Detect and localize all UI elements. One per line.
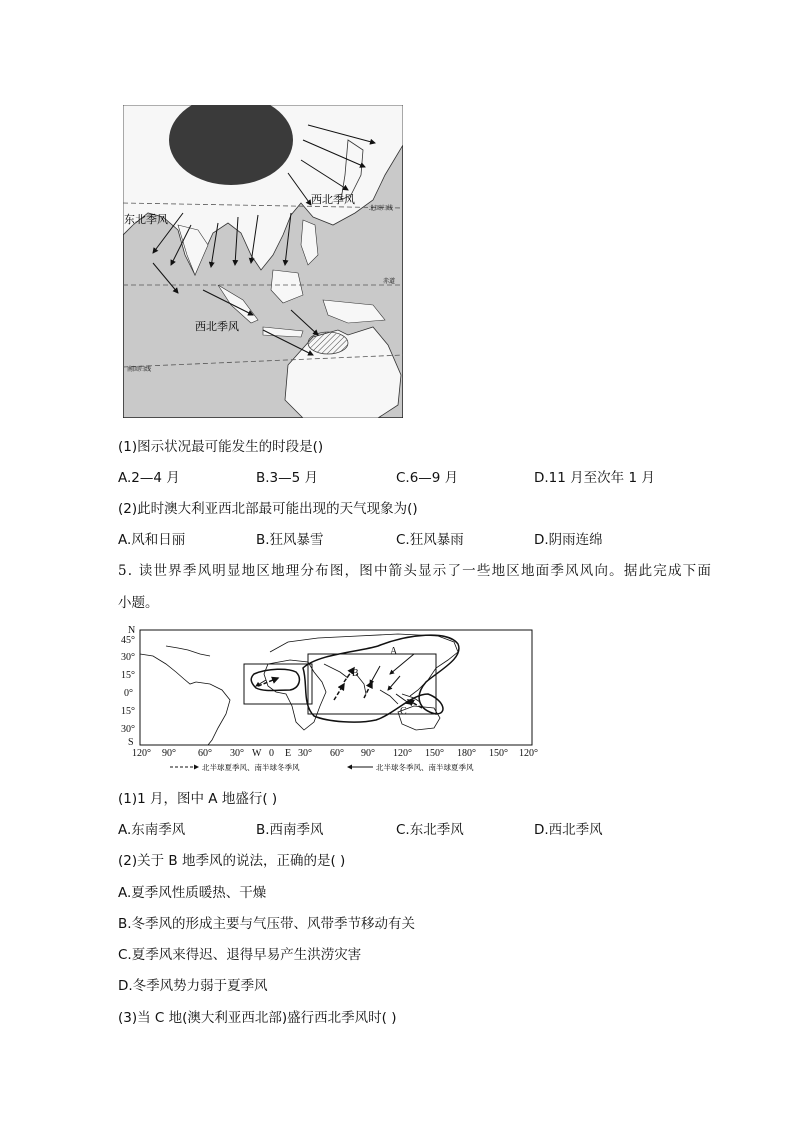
lat-label-15s: 15° [121, 706, 135, 717]
point-c-label: C [400, 706, 407, 717]
q1-option-d: D.11 月至次年 1 月 [534, 470, 655, 486]
lon-label-150e: 150° [425, 748, 444, 759]
point-a-label: A [390, 646, 398, 657]
q2-stem: (2)此时澳大利亚西北部最可能出现的天气现象为() [118, 501, 418, 517]
lat-label-s: S [128, 737, 134, 748]
lat-label-30s: 30° [121, 724, 135, 735]
lon-label-w: W [252, 748, 262, 759]
lat-label-45n: 45° [121, 635, 135, 646]
asia-monsoon-map [123, 105, 403, 418]
map1-label-nw-south: 西北季风 [195, 320, 239, 333]
q5-2-option-c: C.夏季风来得迟、退得早易产生洪涝灾害 [118, 947, 362, 963]
lon-label-60w: 60° [198, 748, 212, 759]
q2-option-a: A.风和日丽 [118, 532, 186, 548]
lon-label-0: 0 [269, 748, 274, 759]
lon-label-180: 180° [457, 748, 476, 759]
lon-label-90w: 90° [162, 748, 176, 759]
q1-option-a: A.2—4 月 [118, 470, 180, 486]
hatched-region [308, 332, 348, 354]
q5-1-option-c: C.东北季风 [396, 822, 464, 838]
q2-option-d: D.阴雨连绵 [534, 532, 603, 548]
map1-label-equator: 赤道 [383, 278, 396, 285]
q5-2-stem: (2)关于 B 地季风的说法，正确的是( ) [118, 853, 346, 869]
lon-label-120e: 120° [393, 748, 412, 759]
q5-1-option-b: B.西南季风 [256, 822, 324, 838]
lon-label-90e: 90° [361, 748, 375, 759]
map1-label-tropic-cancer: 北回归线 [369, 205, 394, 212]
q1-option-b: B.3—5 月 [256, 470, 319, 486]
lon-label-30w: 30° [230, 748, 244, 759]
q5-1-stem: (1)1 月，图中 A 地盛行( ) [118, 791, 278, 807]
legend-dashed-label: 北半球夏季风、南半球冬季风 [202, 763, 300, 772]
map1-label-nw-north: 西北季风 [311, 193, 355, 206]
map1-label-tropic-capricorn: 南回归线 [127, 366, 152, 373]
lon-label-120w-right: 120° [519, 748, 538, 759]
q5-2-option-b: B.冬季风的形成主要与气压带、风带季节移动有关 [118, 916, 416, 932]
q5-2-option-d: D.冬季风势力弱于夏季风 [118, 978, 268, 994]
q2-option-b: B.狂风暴雪 [256, 532, 324, 548]
q1-option-c: C.6—9 月 [396, 470, 459, 486]
lon-label-120w: 120° [132, 748, 151, 759]
map1-label-ne: 东北季风 [124, 213, 168, 226]
lat-label-0: 0° [124, 688, 133, 699]
q5-2-option-a: A.夏季风性质暖热、干燥 [118, 885, 267, 901]
world-monsoon-map [118, 624, 543, 774]
q5-intro-line1: 5. 读世界季风明显地区地理分布图，图中箭头显示了一些地区地面季风风向。据此完成下面 [118, 563, 713, 579]
lon-label-30e: 30° [298, 748, 312, 759]
lat-label-n: N [128, 625, 136, 636]
q5-1-option-a: A.东南季风 [118, 822, 186, 838]
lon-label-e: E [285, 748, 292, 759]
q5-1-option-d: D.西北季风 [534, 822, 603, 838]
point-b-label: B [352, 668, 359, 679]
lat-label-30n: 30° [121, 652, 135, 663]
q5-intro-line2: 小题。 [118, 595, 159, 611]
lat-label-15n: 15° [121, 670, 135, 681]
q5-3-stem: (3)当 C 地(澳大利亚西北部)盛行西北季风时( ) [118, 1010, 397, 1026]
lon-label-150w: 150° [489, 748, 508, 759]
q1-stem: (1)图示状况最可能发生的时段是() [118, 439, 324, 455]
q2-option-c: C.狂风暴雨 [396, 532, 464, 548]
legend-solid-label: 北半球冬季风、南半球夏季风 [376, 763, 474, 772]
lon-label-60e: 60° [330, 748, 344, 759]
